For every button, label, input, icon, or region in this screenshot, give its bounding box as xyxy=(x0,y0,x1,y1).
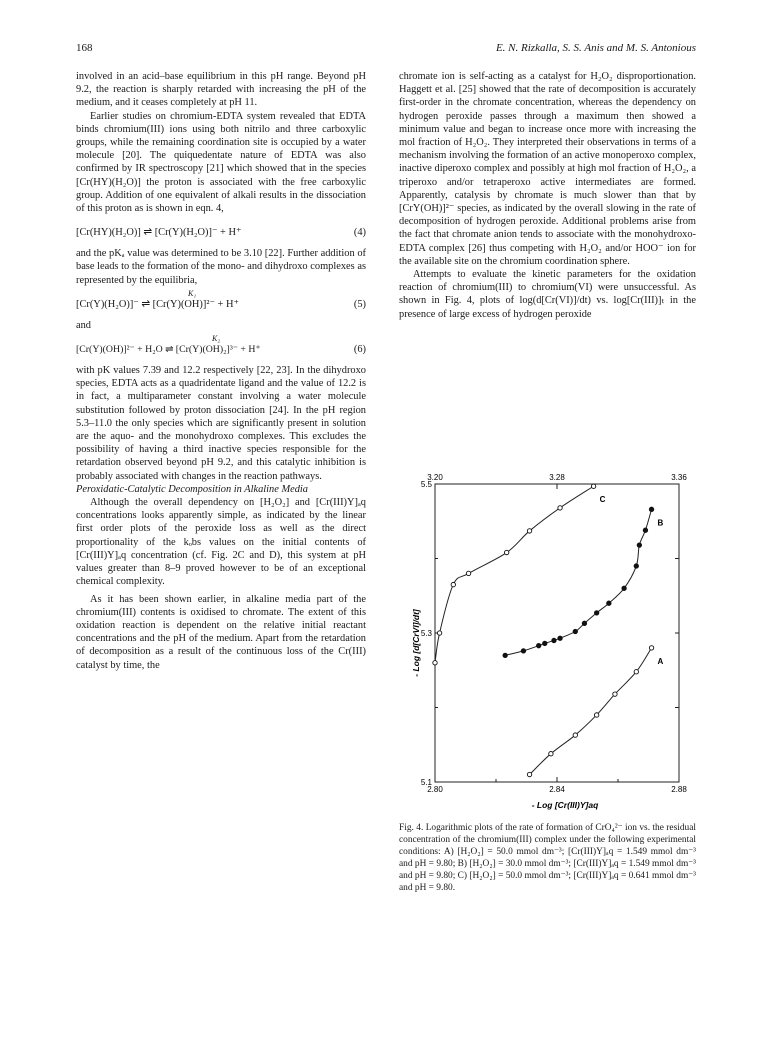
figure-caption: Fig. 4. Logarithmic plots of the rate of formation of CrO₄²⁻ ion vs. the residual concentration of the chromium(III) complex under the following experimental conditions: A) [H₂O₂] = 50.0 mmol dm⁻³; [Cr(III)Y]ₐq = 1.549 mmol dm⁻³ and pH = 9.80; B) [H₂O₂] = 30.0 mmol dm⁻³; [Cr(III)Y]ₐq = 1.549 mmol dm⁻³ and pH = 9.80; C) [H₂O₂] = 50.0 mmol dm⁻³; [Cr(III)Y]ₐq = 0.641 mmol dm⁻³ and pH = 9.80. xyxy=(399,823,696,893)
equation-number: (6) xyxy=(353,343,366,355)
data-point-a xyxy=(573,733,577,737)
series-label-b: B xyxy=(657,518,664,528)
data-point-b xyxy=(521,649,525,653)
data-point-c xyxy=(437,631,441,635)
y-axis-label: - Log [d[CrVI]/dt] xyxy=(411,609,421,677)
y-tick-label: 5.1 xyxy=(420,778,432,787)
data-point-b xyxy=(607,601,611,605)
top-tick-label: 3.20 xyxy=(427,473,443,482)
paragraph: Attempts to evaluate the kinetic parameters for the oxidation reaction of chromium(III) to chromium(VI) were unsuccessful. As shown in Fig. 4, plots of log(d[Cr(VI)]/dt) vs. log[Cr(III)]ₜ in the presence of large excess of hydrogen peroxide xyxy=(399,269,696,320)
data-point-b xyxy=(573,629,577,633)
data-point-a xyxy=(549,751,553,755)
equation-number: (5) xyxy=(353,298,366,310)
series-label-c: C xyxy=(599,495,606,505)
running-header-authors: E. N. Rizkalla, S. S. Anis and M. S. Antonious xyxy=(495,42,696,54)
paragraph: As it has been shown earlier, in alkaline media part of the chromium(III) contents is oxidised to chromate. The extent of this oxidation reaction is dependent on the relative initial reactant concentrations and the pH of the medium. Apart from the retardation of decomposition as a result of the continuous loss of the Cr(III) catalyst by time, the xyxy=(76,593,366,671)
top-tick-label: 3.28 xyxy=(549,473,565,482)
data-point-c xyxy=(451,582,455,586)
equation-text: [Cr(HY)(H₂O)] ⇌ [Cr(Y)(H₂O)]⁻ + H⁺ xyxy=(76,227,242,239)
paragraph: with pK values 7.39 and 12.2 respectively [22, 23]. In the dihydroxo species, EDTA acts as a quadridentate ligand and the value of 12.2 is in fact, a multiparameter constant involving a water molecule substitution followed by proton dissociation [24]. In the pH region 5.3–11.0 the only species which are significantly present in solution are the aquo- and the monohydroxo complexes. This excludes the possibility of having a third inactive species responsible for the retardation observed beyond pH 9.2, and this catalytic inhibition is probably associated with changes in the reaction pathways. xyxy=(76,365,366,482)
series-label-a: A xyxy=(657,656,664,666)
data-point-c xyxy=(433,661,437,665)
series-line-c xyxy=(435,486,594,663)
data-point-a xyxy=(527,772,531,776)
equation-number: (4) xyxy=(353,227,366,239)
paragraph: chromate ion is self-acting as a catalyst for H₂O₂ disproportionation. Haggett et al. [25] showed that the rate of decomposition is accurately first-order in the chromate concentration, whereas the dependency on hydrogen peroxide passes through a maximum then showed a minimum value and began to increase once more with increasing the mol fraction of H₂O₂. They interpreted their observations in terms of a mechanism involving the formation of an active monoperoxo complex, inactive diperoxo complex and possibly at high mol fraction of H₂O₂, a triperoxo and/or tetraperoxo active intermediates are formed. Apparently, catalysis by chromate is much slower than that by [CrY(OH)]²⁻ species, as indicated by the overall slowing in the rate of decomposition of hydrogen peroxide. Additional problems arise from the fact that chromate anion tends to associate with the monohydroxo-EDTA complex [26] thus competing with H₂O₂ and/or HOO⁻ ion for the available site on the chromium coordination sphere. xyxy=(399,71,696,267)
connector-word: and xyxy=(76,319,92,331)
data-point-b xyxy=(537,643,541,647)
equation-6 xyxy=(76,336,366,358)
equilibrium-constant: K₁ xyxy=(188,288,197,298)
data-point-a xyxy=(613,692,617,696)
equation-5 xyxy=(76,288,366,313)
section-title: Peroxidatic-Catalytic Decomposition in Alkaline Media xyxy=(76,483,309,495)
chart xyxy=(399,462,696,822)
x-tick-label: 2.84 xyxy=(549,785,565,794)
data-point-b xyxy=(594,611,598,615)
page-number: 168 xyxy=(76,42,93,54)
x-tick-label: 2.80 xyxy=(427,785,443,794)
equation-text: [Cr(Y)(OH)]²⁻ + H₂O ⇌ [Cr(Y)(OH)₂]³⁻ + H⁺ xyxy=(76,343,261,355)
data-point-b xyxy=(503,653,507,657)
data-point-b xyxy=(649,507,653,511)
data-point-b xyxy=(637,543,641,547)
x-axis-label: - Log [Cr(III)Y]aq xyxy=(531,800,599,810)
data-point-b xyxy=(582,621,586,625)
data-point-a xyxy=(649,646,653,650)
paragraph: involved in an acid–base equilibrium in this pH range. Beyond pH 9.2, the reaction is sharply retarded with increasing the pH of the medium, and it ceases completely at pH 11. xyxy=(76,71,366,109)
data-point-b xyxy=(634,564,638,568)
paragraph: Earlier studies on chromium-EDTA system revealed that EDTA binds chromium(III) ions using both nitrilo and three carboxylic groups, while the remaining coordination site is occupied by a water molecule [20]. The quiquedentate nature of EDTA was also confirmed by IR spectroscopy [21] which showed that in the species [Cr(HY)(H₂O)] the proton is associated with the free carboxylic group. Addition of one equivalent of alkali results in the dissociation of this proton as is shown in eqn. 4, xyxy=(76,110,366,215)
paragraph: Although the overall dependency on [H₂O₂] and [Cr(III)Y]ₐq concentrations looks apparently simple, as indicated by the linear first order plots of the peroxide loss as well as the direct proportionality of the kₒbs values on the initial contents of [Cr(III)Y]ₐq concentration (cf. Fig. 2C and D), this system at pH values greater than 8–9 proved however to be of an exceptional chemical complexity. xyxy=(76,497,366,588)
data-point-b xyxy=(622,586,626,590)
data-point-c xyxy=(527,529,531,533)
equation-text: [Cr(Y)(H₂O)]⁻ ⇌ [Cr(Y)(OH)]²⁻ + H⁺ xyxy=(76,298,239,310)
left-column xyxy=(76,70,366,672)
data-point-c xyxy=(504,550,508,554)
data-point-b xyxy=(543,641,547,645)
data-point-b xyxy=(643,528,647,532)
data-point-c xyxy=(591,484,595,488)
series-line-a xyxy=(530,648,652,775)
equilibrium-constant: K₂ xyxy=(212,334,221,344)
data-point-c xyxy=(558,506,562,510)
y-tick-label: 5.5 xyxy=(420,480,432,489)
data-point-b xyxy=(558,636,562,640)
y-tick-label: 5.3 xyxy=(420,629,432,638)
paragraph: and the pKₐ value was determined to be 3.10 [22]. Further addition of base leads to the formation of the mono- and dihydroxo complexes as represented by the equilibria, xyxy=(76,248,366,286)
top-tick-label: 3.36 xyxy=(671,473,687,482)
data-point-a xyxy=(634,670,638,674)
equation-4 xyxy=(76,219,366,241)
figure-4 xyxy=(399,462,696,822)
right-column xyxy=(399,70,696,321)
data-point-a xyxy=(594,713,598,717)
data-point-c xyxy=(466,571,470,575)
data-point-b xyxy=(552,638,556,642)
plot-frame xyxy=(435,484,679,782)
x-tick-label: 2.88 xyxy=(671,785,687,794)
